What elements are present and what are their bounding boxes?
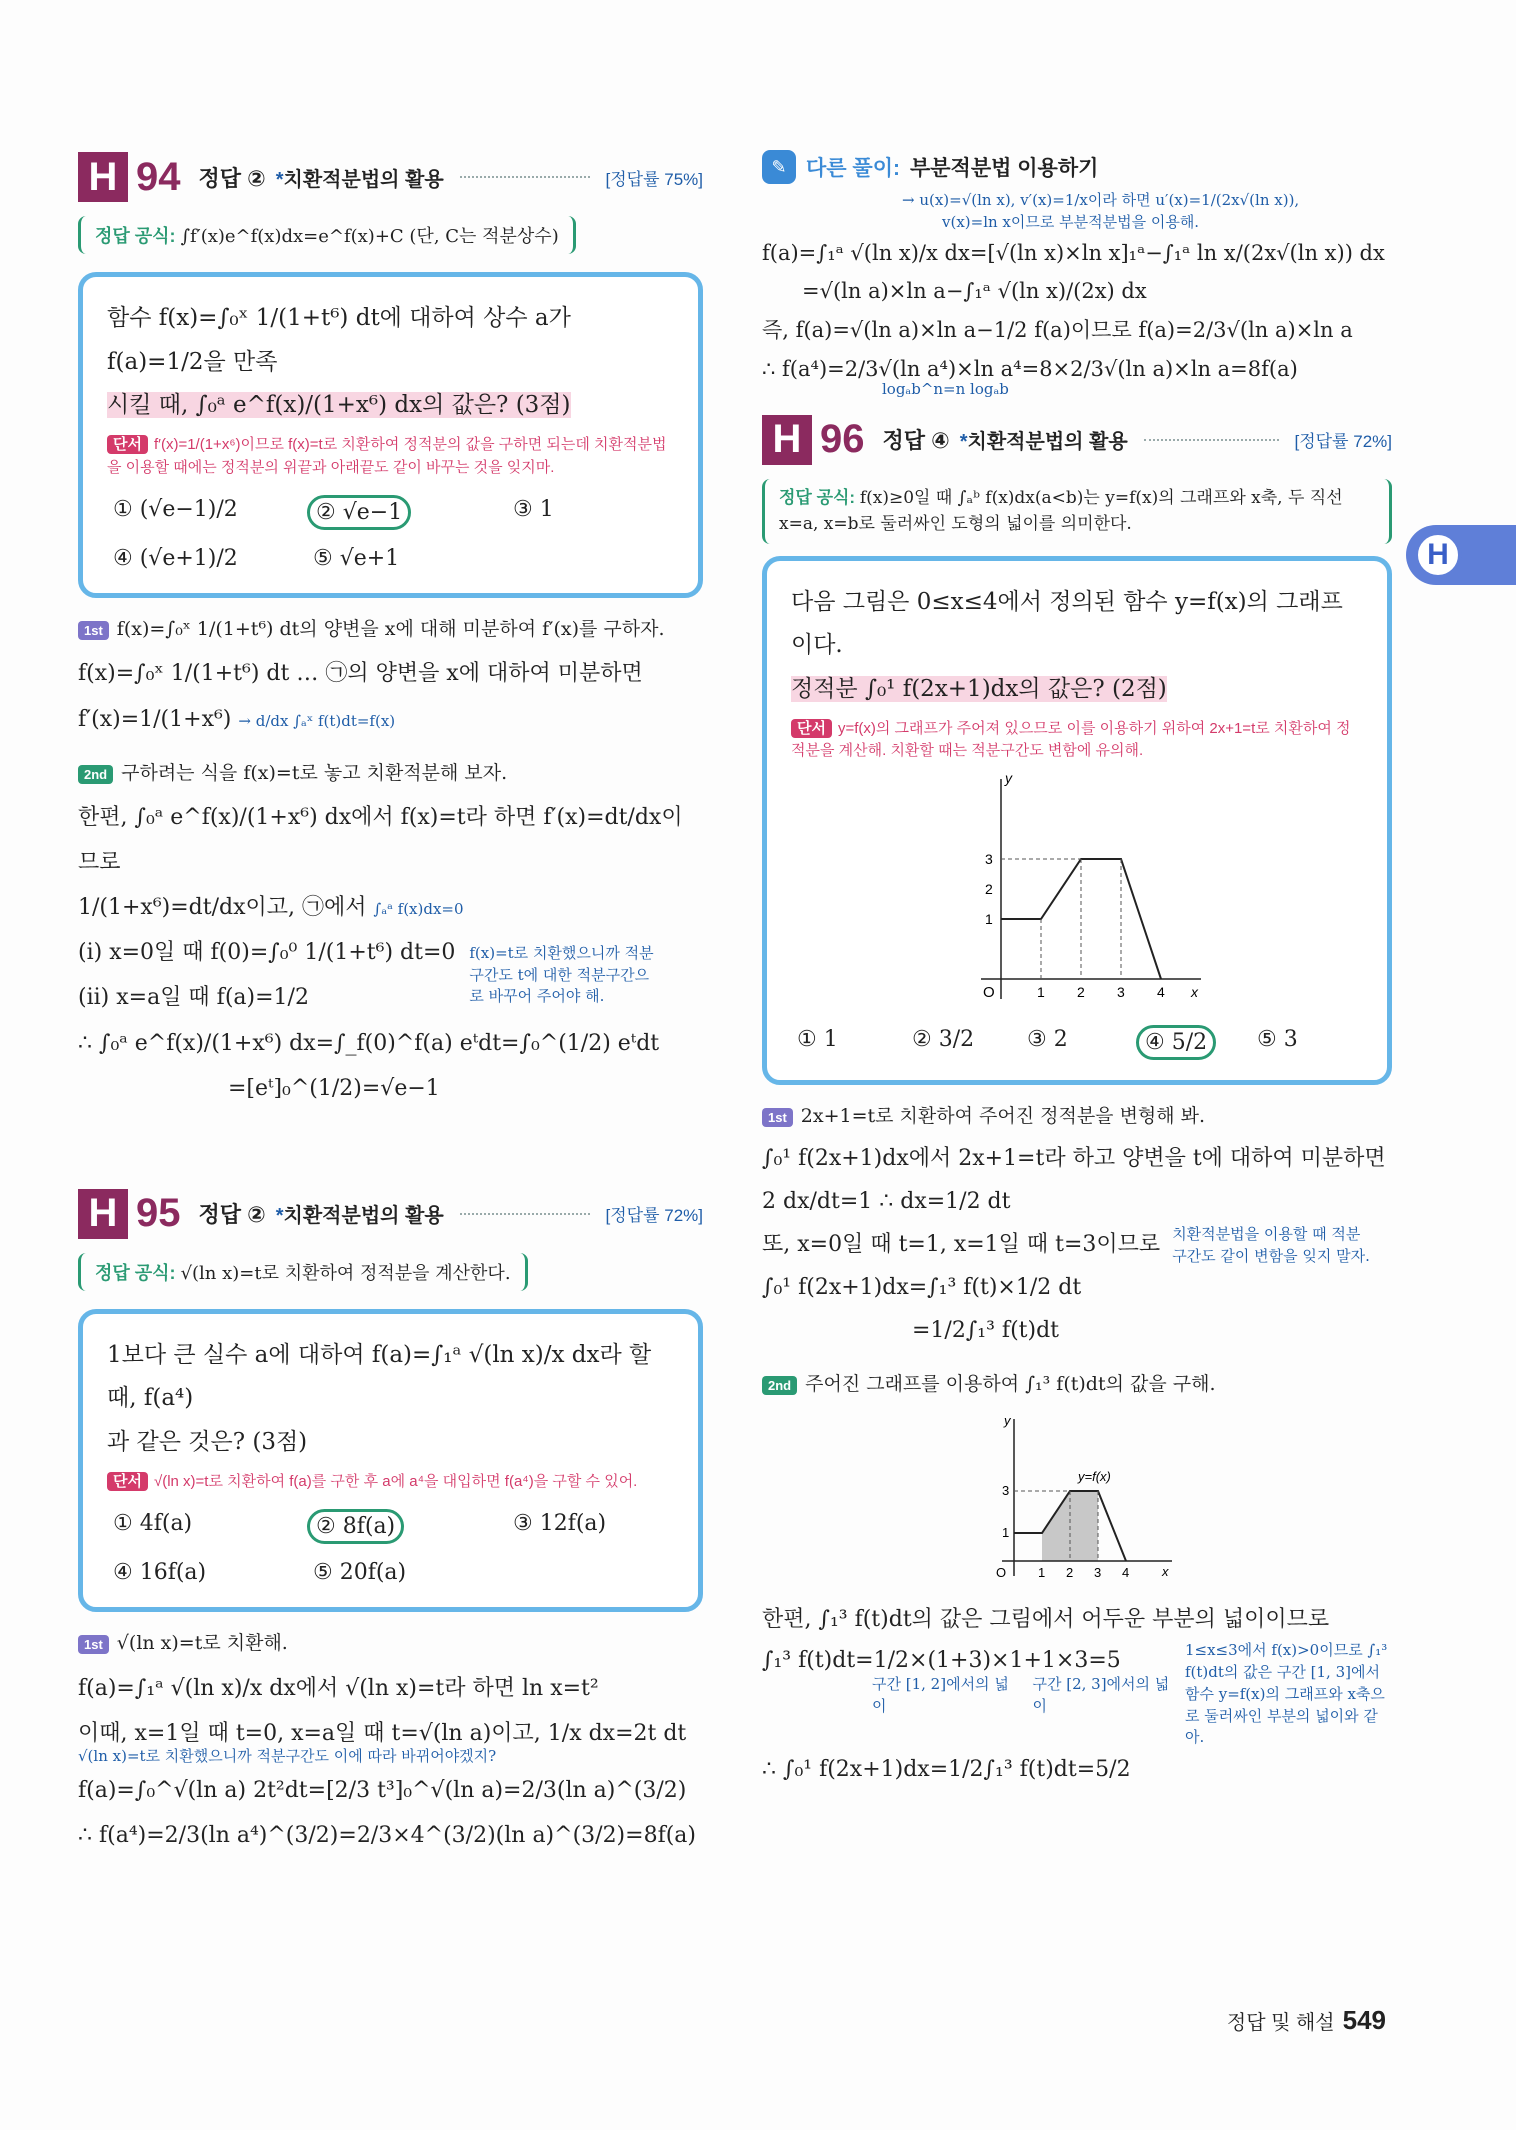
solution-line: 2 dx/dt=1 ∴ dx=1/2 dt — [762, 1188, 1011, 1214]
solution-line — [78, 697, 703, 742]
solution-96b — [762, 1599, 1392, 1791]
y-tick: 1 — [1002, 1524, 1010, 1540]
annotation: 1≤x≤3에서 f(x)>0이므로 ∫₁³ f(t)dt의 값은 구간 [1, 3]에서 함수 y=f(x)의 그래프와 x축으로 둘러싸인 부분의 넓이와 같아. — [1184, 1641, 1388, 1747]
formula-text: ∫f′(x)e^f(x)dx=e^f(x)+C (단, C는 적분상수) — [180, 226, 559, 247]
solution-95 — [78, 1666, 703, 1858]
solution-line: f(a)=∫₁ᵃ √(ln x)/x dx=[√(ln x)×ln x]₁ᵃ−∫₁ᵃ ln x/(2x√(ln x)) dx — [762, 240, 1385, 265]
choice-4-correct[interactable]: ④ 5/2 — [1136, 1025, 1216, 1060]
formula-label: 정답 공식: — [779, 487, 856, 507]
step-tag: 2nd — [762, 1376, 797, 1395]
equation: 또, x=0일 때 t=1, x=1일 때 t=3이므로 — [762, 1232, 1161, 1258]
step-1st — [78, 1628, 703, 1659]
section-badge: H — [78, 1189, 128, 1239]
solution-line: =1/2∫₁³ f(t)dt — [912, 1318, 1060, 1344]
question-line: 다음 그림은 0≤x≤4에서 정의된 함수 y=f(x)의 그래프이다. — [791, 588, 1343, 659]
formula-label: 정답 공식: — [95, 226, 176, 246]
x-tick: 1 — [1037, 983, 1045, 1000]
x-tick: 3 — [1094, 1564, 1102, 1580]
question-box-94 — [78, 272, 703, 598]
step-text: 주어진 그래프를 이용하여 ∫₁³ f(t)dt의 값을 구해. — [805, 1373, 1216, 1396]
x-label: x — [1162, 1563, 1169, 1579]
curve-label: y=f(x) — [1078, 1468, 1111, 1484]
solution-line: 즉, f(a)=√(ln a)×ln a−1/2 f(a)이므로 f(a)=2/3√(ln a)×ln a — [762, 318, 1353, 343]
solution-line: f(x)=∫₀ˣ 1/(1+t⁶) dt … ㉠의 양변을 x에 대하여 미분하면 — [78, 661, 643, 687]
step-text: f(x)=∫₀ˣ 1/(1+t⁶) dt의 양변을 x에 대해 미분하여 f′(x)를 구하자. — [116, 618, 665, 641]
footer-label: 정답 및 해설 — [1226, 2012, 1335, 2034]
hint-text: f′(x)=1/(1+x⁶)이므로 f(x)=t로 치환하여 정적분의 값을 구하면 되는데 치환적분법을 이용할 때에는 정적분의 위끝과 아래끝도 같이 바꾸는 것을 잊지마. — [107, 436, 667, 476]
step-tag: 1st — [78, 1635, 109, 1654]
hint-text: y=f(x)의 그래프가 주어져 있으므로 이를 이용하기 위하여 2x+1=t로 치환하여 정적분을 계산해. 치환할 때는 적분구간도 변함에 유의해. — [791, 719, 1351, 760]
choice-5[interactable]: ⑤ √e+1 — [313, 546, 400, 572]
pencil-icon: ✎ — [762, 150, 796, 184]
step-tag: 1st — [78, 621, 109, 640]
highlight: 정적분 ∫₀¹ f(2x+1)dx의 값은? (2점) — [791, 676, 1167, 702]
equation: f′(x)=1/(1+x⁶) — [78, 706, 232, 732]
choice-1[interactable]: ① (√e−1)/2 — [113, 497, 238, 523]
choices — [791, 1025, 1363, 1060]
solution-line: (i) x=0일 때 f(0)=∫₀⁰ 1/(1+t⁶) dt=0 — [78, 940, 456, 966]
hint — [107, 434, 674, 479]
hint-tag: 단서 — [107, 1472, 148, 1491]
solution-line: ∴ ∫₀¹ f(2x+1)dx=1/2∫₁³ f(t)dt=5/2 — [762, 1757, 1131, 1783]
annotation: f(x)=t로 치환했으니까 적분구간도 t에 대한 적분구간으로 바꾸어 주어야 해. — [469, 943, 654, 1006]
problem-96-header — [762, 413, 1392, 467]
annotation: √(ln x)=t로 치환했으니까 적분구간도 이에 따라 바뀌어야겠지? — [78, 1746, 497, 1765]
choice-3[interactable]: ③ 2 — [1027, 1026, 1068, 1052]
solution-line — [762, 1224, 1392, 1268]
choices — [107, 495, 674, 573]
leader-dots — [1144, 439, 1279, 441]
annotation: 구간 [2, 3]에서의 넓이 — [1032, 1675, 1170, 1715]
key-formula — [78, 216, 576, 254]
chapter-letter: H — [1414, 531, 1462, 579]
annotation: v(x)=ln x이므로 부분적분법을 이용해. — [942, 212, 1200, 231]
annotation: logₐb^n=n logₐb — [882, 379, 1009, 398]
question-line — [107, 384, 674, 428]
step-1st — [762, 1101, 1392, 1132]
correct-rate: [정답률 72%] — [1294, 432, 1392, 452]
solution-line: 한편, ∫₀ᵃ e^f(x)/(1+x⁶) dx에서 f(x)=t라 하면 f′(x)=dt/dx이므로 — [78, 805, 683, 876]
choice-1[interactable]: ① 4f(a) — [113, 1511, 193, 1537]
choice-5[interactable]: ⑤ 20f(a) — [313, 1560, 407, 1586]
choice-3[interactable]: ③ 12f(a) — [513, 1511, 607, 1537]
problem-number: 96 — [820, 417, 865, 462]
choice-4[interactable]: ④ 16f(a) — [113, 1560, 207, 1586]
choices — [107, 1509, 674, 1587]
choice-1[interactable]: ① 1 — [797, 1026, 838, 1052]
problem-94-header — [78, 150, 703, 204]
leader-dots — [460, 176, 590, 178]
left-column — [78, 150, 703, 1858]
y-tick: 3 — [985, 850, 993, 867]
solution-line: ∫₀¹ f(2x+1)dx에서 2x+1=t라 하고 양변을 t에 대하여 미분하면 — [762, 1146, 1386, 1172]
choice-3[interactable]: ③ 1 — [513, 497, 554, 523]
x-tick: 2 — [1077, 983, 1085, 1000]
y-tick: 3 — [1002, 1482, 1010, 1498]
topic — [276, 1199, 444, 1228]
hint-tag: 단서 — [791, 719, 832, 738]
alt-label: 다른 풀이: — [806, 157, 900, 180]
step-2nd — [762, 1369, 1392, 1400]
solution-line: ∫₁³ f(t)dt=1/2×(1+3)×1+1×3=5 — [762, 1648, 1121, 1674]
question-line: 함수 f(x)=∫₀ˣ 1/(1+t⁶) dt에 대하여 상수 a가 f(a)=1/2을 만족 — [107, 305, 571, 375]
key-formula — [762, 479, 1392, 544]
y-tick: 1 — [985, 910, 993, 927]
alt-title: 부분적분법 이용하기 — [909, 157, 1099, 180]
solution-94 — [78, 651, 703, 741]
step-text: √(ln x)=t로 치환해. — [116, 1632, 288, 1655]
star-icon: * — [275, 1205, 284, 1228]
section-badge: H — [78, 152, 128, 202]
problem-number: 95 — [136, 1191, 181, 1236]
solution-line: 이때, x=1일 때 t=0, x=a일 때 t=√(ln a)이고, 1/x dx=2t dt — [78, 1720, 687, 1746]
step-text: 2x+1=t로 치환하여 주어진 정적분을 변형해 봐. — [800, 1104, 1206, 1127]
x-label: x — [1191, 983, 1198, 1000]
shaded-area-graph — [982, 1411, 1182, 1581]
chapter-side-tab[interactable] — [1406, 525, 1516, 585]
hint — [791, 718, 1363, 763]
hint — [107, 1471, 674, 1494]
choice-2-correct[interactable]: ② √e−1 — [307, 495, 411, 530]
solution-line: ∴ ∫₀ᵃ e^f(x)/(1+x⁶) dx=∫_f(0)^f(a) eᵗdt=∫₀^(1/2) eᵗdt — [78, 1030, 660, 1056]
answer-label: 정답 ② — [198, 1202, 266, 1228]
formula-label: 정답 공식: — [95, 1262, 176, 1283]
area-calc — [762, 1640, 1171, 1749]
cases — [78, 930, 455, 1020]
choice-2[interactable]: ② 3/2 — [912, 1026, 975, 1052]
area-block — [762, 1640, 1392, 1749]
solution-line: ∴ f(a⁴)=2/3(ln a⁴)^(3/2)=2/3×4^(3/2)(ln a)^(3/2)=8f(a) — [78, 1822, 696, 1848]
solution-line: =√(ln a)×ln a−∫₁ᵃ √(ln x)/(2x) dx — [802, 279, 1147, 304]
solution-line: (ii) x=a일 때 f(a)=1/2 — [78, 985, 309, 1011]
solution-line: f(a)=∫₀^√(ln a) 2t²dt=[2/3 t³]₀^√(ln a)=2/3(ln a)^(3/2) — [78, 1777, 687, 1803]
x-tick: 1 — [1038, 1564, 1046, 1580]
solution-line: ∫₀¹ f(2x+1)dx=∫₁³ f(t)×1/2 dt — [762, 1275, 1082, 1301]
solution-line: f(a)=∫₁ᵃ √(ln x)/x dx에서 √(ln x)=t라 하면 ln x=t² — [78, 1675, 599, 1701]
formula-text: √(ln x)=t로 치환하여 정적분을 계산한다. — [180, 1262, 511, 1284]
choice-5[interactable]: ⑤ 3 — [1257, 1026, 1298, 1052]
solution-line: 한편, ∫₁³ f(t)dt의 값은 그림에서 어두운 부분의 넓이이므로 — [762, 1606, 1330, 1632]
leader-dots — [460, 1213, 590, 1215]
star-icon: * — [959, 431, 968, 454]
annotation: 구간 [1, 2]에서의 넓이 — [872, 1675, 1009, 1715]
y-label: y — [1004, 1412, 1011, 1428]
choice-2-correct[interactable]: ② 8f(a) — [307, 1509, 404, 1544]
highlight: 시킬 때, ∫₀ᵃ e^f(x)/(1+x⁶) dx의 값은? (3점) — [107, 392, 571, 419]
origin-label: O — [983, 983, 995, 1001]
x-tick: 4 — [1122, 1564, 1130, 1580]
right-column — [762, 150, 1392, 1791]
question-line: 과 같은 것은? (3점) — [107, 1429, 308, 1456]
question-box-96 — [762, 556, 1392, 1085]
alt-solution-header — [762, 150, 1392, 184]
solution-96 — [762, 1138, 1392, 1353]
topic-text: 치환적분법의 활용 — [283, 168, 444, 191]
solution-line — [78, 885, 703, 930]
x-tick: 4 — [1157, 983, 1165, 1000]
key-formula — [78, 1253, 528, 1291]
problem-95-header — [78, 1187, 703, 1241]
topic-text: 치환적분법의 활용 — [967, 431, 1128, 454]
function-graph — [941, 769, 1241, 1009]
x-tick: 3 — [1117, 983, 1125, 1000]
case-block — [78, 930, 703, 1020]
choice-4[interactable]: ④ (√e+1)/2 — [113, 546, 238, 572]
page-footer — [1227, 2005, 1386, 2036]
hint-text: √(ln x)=t로 치환하여 f(a)를 구한 후 a에 a⁴을 대입하면 f(a⁴)을 구할 수 있어. — [153, 1472, 638, 1490]
step-tag: 1st — [762, 1108, 793, 1127]
answer-label: 정답 ② — [198, 165, 266, 191]
page-number: 549 — [1342, 2005, 1386, 2035]
annotation: 치환적분법을 이용할 때 적분구간도 같이 변함을 잊지 말자. — [1172, 1224, 1370, 1265]
question-line: 1보다 큰 실수 a에 대하여 f(a)=∫₁ᵃ √(ln x)/x dx라 할 때, f(a⁴) — [107, 1341, 652, 1412]
problem-number: 94 — [136, 154, 181, 199]
solution-line: ∴ f(a⁴)=2/3√(ln a⁴)×ln a⁴=8×2/3√(ln a)×ln a=8f(a) — [762, 357, 1298, 382]
formula-text: f(x)≥0일 때 ∫ₐᵇ f(x)dx(a<b)는 y=f(x)의 그래프와 x축, 두 직선 x=a, x=b로 둘러싸인 도형의 넓이를 의미한다. — [779, 487, 1343, 535]
equation: 1/(1+x⁶)=dt/dx이고, ㉠에서 — [78, 895, 367, 921]
x-tick: 2 — [1066, 1564, 1074, 1580]
correct-rate: [정답률 72%] — [605, 1206, 703, 1226]
answer-label: 정답 ④ — [882, 428, 950, 454]
section-badge: H — [762, 415, 812, 465]
solution-94b — [78, 795, 703, 1111]
question-line — [791, 668, 1363, 712]
hint-tag: 단서 — [107, 435, 148, 454]
y-tick: 2 — [985, 880, 993, 897]
topic — [960, 425, 1128, 454]
topic — [276, 163, 444, 192]
annotation: ∫ₐᵃ f(x)dx=0 — [373, 900, 464, 919]
star-icon: * — [275, 168, 284, 191]
annotation: → d/dx ∫ₐˣ f(t)dt=f(x) — [238, 711, 396, 730]
step-2nd — [78, 758, 703, 789]
correct-rate: [정답률 75%] — [605, 169, 703, 189]
question-box-95 — [78, 1309, 703, 1613]
step-tag: 2nd — [78, 765, 113, 784]
annotation: → u(x)=√(ln x), v′(x)=1/x이라 하면 u′(x)=1/(2x√(ln x)), — [902, 191, 1300, 209]
step-text: 구하려는 식을 f(x)=t로 놓고 치환적분해 보자. — [121, 761, 508, 784]
solution-line: =[eᵗ]₀^(1/2)=√e−1 — [228, 1075, 440, 1101]
origin-label: O — [996, 1564, 1007, 1580]
y-label: y — [1005, 769, 1012, 786]
topic-text: 치환적분법의 활용 — [283, 1205, 444, 1228]
step-1st — [78, 614, 703, 645]
alt-solution — [762, 190, 1392, 401]
